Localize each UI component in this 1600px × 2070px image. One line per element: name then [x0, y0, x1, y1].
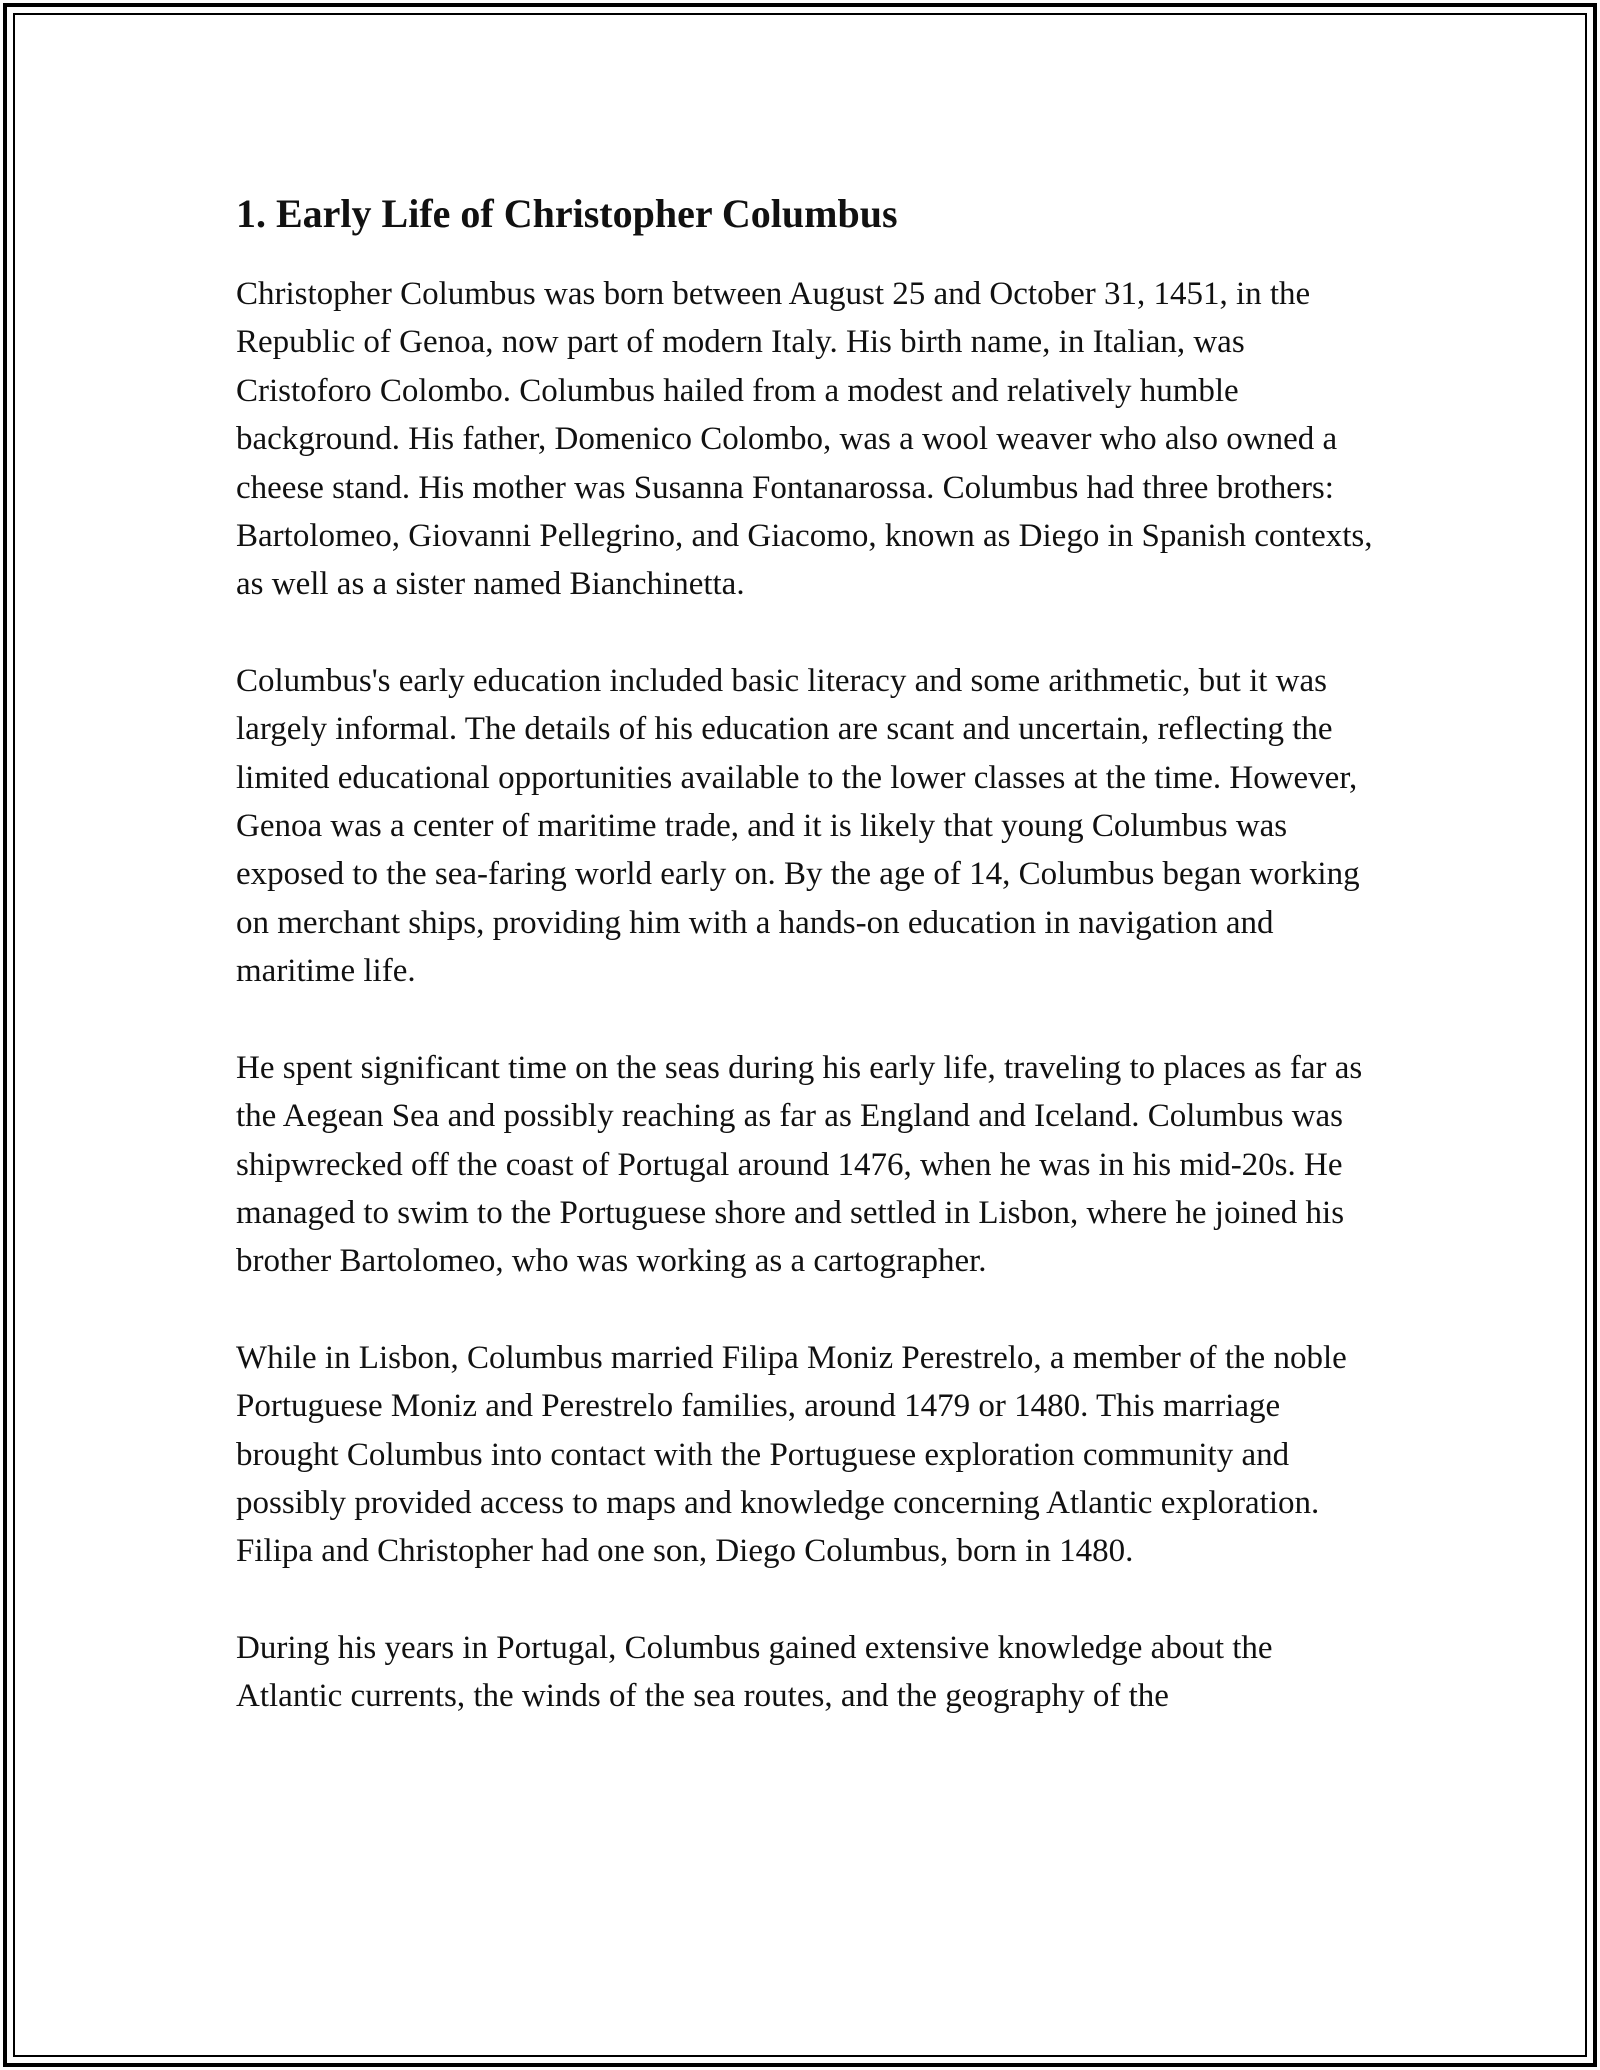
paragraph-portugal: During his years in Portugal, Columbus gained extensive knowledge about the Atlantic currents, the winds of the sea routes, and the geography of the: [236, 1629, 1273, 1715]
paragraph-seafaring: He spent significant time on the seas during his early life, traveling to places as far as the Aegean Sea and possibly reaching as far as England and Iceland. Columbus was shipwrecked off the coast of Portugal around 1476, when he was in his mid-20s. He managed to swim to the Portuguese shore and settled in Lisbon, where he joined his brother Bartolomeo, who was working as a cartographer.: [236, 1049, 1363, 1280]
paragraph-education: Columbus's early education included basic literacy and some arithmetic, but it was largely informal. The details of his education are scant and uncertain, reflecting the limited educational opportunities available to the lower classes at the time. However, Genoa was a center of maritime trade, and it is likely that young Columbus was exposed to the sea-faring world early on. By the age of 14, Columbus began working on merchant ships, providing him with a hands-on education in navigation and maritime life.: [236, 662, 1360, 990]
paragraph-early-life: Christopher Columbus was born between August 25 and October 31, 1451, in the Republic of Genoa, now part of modern Italy. His birth name, in Italian, was Cristoforo Colombo. Columbus hailed from a modest and relatively humble background. His father, Domenico Colombo, was a wool weaver who also owned a cheese stand. His mother was Susanna Fontanarossa. Columbus had three brothers: Bartolomeo, Giovanni Pellegrino, and Giacomo, known as Diego in Spanish contexts, as well as a sister named Bianchinetta.: [236, 276, 1373, 603]
paragraph-marriage: While in Lisbon, Columbus married Filipa Moniz Perestrelo, a member of the noble Portuguese Moniz and Perestrelo families, around 1479 or 1480. This marriage brought Columbus into contact with the Portuguese exploration community and possibly provided access to maps and knowledge concerning Atlantic exploration. Filipa and Christopher had one son, Diego Columbus, born in 1480.: [236, 1339, 1347, 1570]
document-body: [236, 186, 1376, 1769]
section-heading: 1. Early Life of Christopher Columbus: [236, 191, 898, 236]
